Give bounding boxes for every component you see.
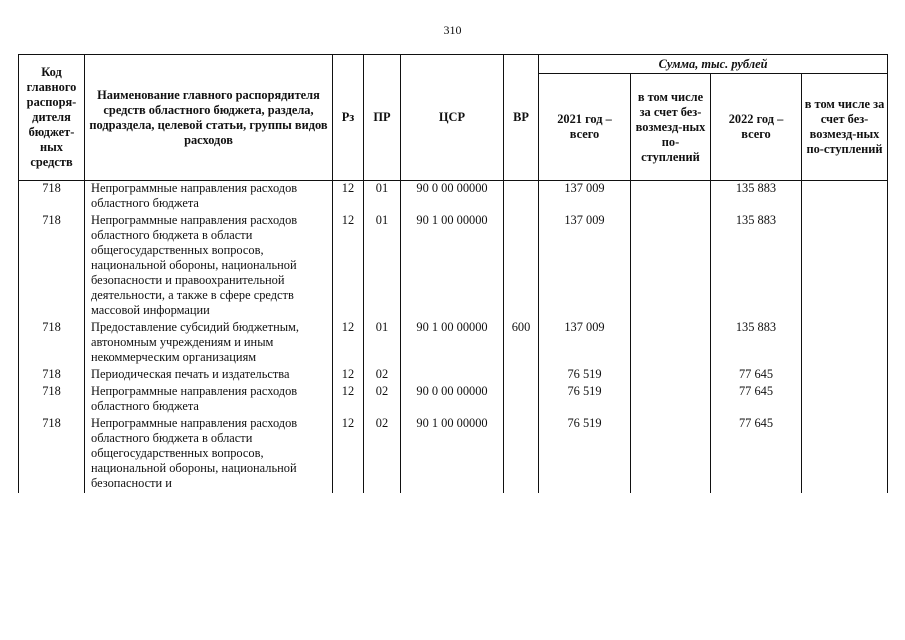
cell-vr <box>504 384 539 416</box>
cell-2022-total: 135 883 <box>711 213 802 320</box>
cell-vr <box>504 181 539 214</box>
cell-csr <box>401 367 504 384</box>
cell-2022-total: 135 883 <box>711 181 802 214</box>
cell-2021-free <box>631 181 711 214</box>
cell-name: Непрограммные направления расходов областного бюджета в области общегосударственных вопросов, национальной обороны, национальной безопасности и <box>85 416 333 493</box>
cell-name: Непрограммные направления расходов областного бюджета <box>85 384 333 416</box>
cell-2022-total: 135 883 <box>711 320 802 367</box>
cell-2022-free <box>802 320 888 367</box>
header-csr: ЦСР <box>401 55 504 181</box>
cell-pr: 01 <box>364 320 401 367</box>
cell-2022-total: 77 645 <box>711 384 802 416</box>
cell-name: Предоставление субсидий бюджетным, автономным учреждениям и иным некоммерческим организациям <box>85 320 333 367</box>
cell-csr: 90 0 00 00000 <box>401 384 504 416</box>
cell-vr <box>504 367 539 384</box>
cell-name: Непрограммные направления расходов областного бюджета в области общегосударственных вопросов, национальной обороны, национальной безопасности и правоохранительной деятельности, а также в сфере средств массовой информации <box>85 213 333 320</box>
cell-name: Периодическая печать и издательства <box>85 367 333 384</box>
cell-name: Непрограммные направления расходов областного бюджета <box>85 181 333 214</box>
cell-2021-free <box>631 416 711 493</box>
header-rz: Рз <box>333 55 364 181</box>
table-row <box>19 320 888 367</box>
cell-csr: 90 1 00 00000 <box>401 416 504 493</box>
header-2022-free: в том числе за счет без-возмезд-ных по-ступлений <box>802 74 888 181</box>
table-row <box>19 181 888 214</box>
cell-2022-free <box>802 181 888 214</box>
cell-code: 718 <box>19 384 85 416</box>
cell-2022-free <box>802 213 888 320</box>
cell-code: 718 <box>19 367 85 384</box>
cell-code: 718 <box>19 416 85 493</box>
cell-rz: 12 <box>333 384 364 416</box>
header-name: Наименование главного распорядителя средств областного бюджета, раздела, подраздела, целевой статьи, группы видов расходов <box>85 55 333 181</box>
header-2021-total: 2021 год – всего <box>539 74 631 181</box>
cell-vr: 600 <box>504 320 539 367</box>
cell-pr: 02 <box>364 367 401 384</box>
cell-csr: 90 1 00 00000 <box>401 213 504 320</box>
page-number: 310 <box>443 23 462 37</box>
cell-pr: 01 <box>364 213 401 320</box>
cell-rz: 12 <box>333 416 364 493</box>
cell-2021-free <box>631 384 711 416</box>
cell-2021-total: 137 009 <box>539 181 631 214</box>
cell-2021-free <box>631 367 711 384</box>
cell-pr: 02 <box>364 384 401 416</box>
cell-pr: 02 <box>364 416 401 493</box>
cell-2021-free <box>631 213 711 320</box>
cell-2021-free <box>631 320 711 367</box>
cell-pr: 01 <box>364 181 401 214</box>
cell-rz: 12 <box>333 181 364 214</box>
budget-table <box>18 54 888 493</box>
cell-code: 718 <box>19 181 85 214</box>
cell-2021-total: 76 519 <box>539 416 631 493</box>
cell-2021-total: 137 009 <box>539 213 631 320</box>
cell-2021-total: 76 519 <box>539 367 631 384</box>
table-row <box>19 367 888 384</box>
cell-code: 718 <box>19 213 85 320</box>
cell-rz: 12 <box>333 367 364 384</box>
cell-csr: 90 0 00 00000 <box>401 181 504 214</box>
table-row <box>19 213 888 320</box>
cell-2022-free <box>802 384 888 416</box>
header-vr: ВР <box>504 55 539 181</box>
header-2021-free: в том числе за счет без-возмезд-ных по-ступлений <box>631 74 711 181</box>
cell-2022-free <box>802 367 888 384</box>
header-2022-total: 2022 год – всего <box>711 74 802 181</box>
cell-2021-total: 76 519 <box>539 384 631 416</box>
cell-2022-total: 77 645 <box>711 416 802 493</box>
cell-2022-free <box>802 416 888 493</box>
cell-vr <box>504 213 539 320</box>
header-pr: ПР <box>364 55 401 181</box>
cell-rz: 12 <box>333 320 364 367</box>
header-sum: Сумма, тыс. рублей <box>539 55 888 74</box>
table-row <box>19 416 888 493</box>
cell-code: 718 <box>19 320 85 367</box>
cell-2022-total: 77 645 <box>711 367 802 384</box>
cell-2021-total: 137 009 <box>539 320 631 367</box>
cell-vr <box>504 416 539 493</box>
cell-rz: 12 <box>333 213 364 320</box>
table-row <box>19 384 888 416</box>
cell-csr: 90 1 00 00000 <box>401 320 504 367</box>
header-code: Код главного распоря-дителя бюджет-ных средств <box>19 55 85 181</box>
